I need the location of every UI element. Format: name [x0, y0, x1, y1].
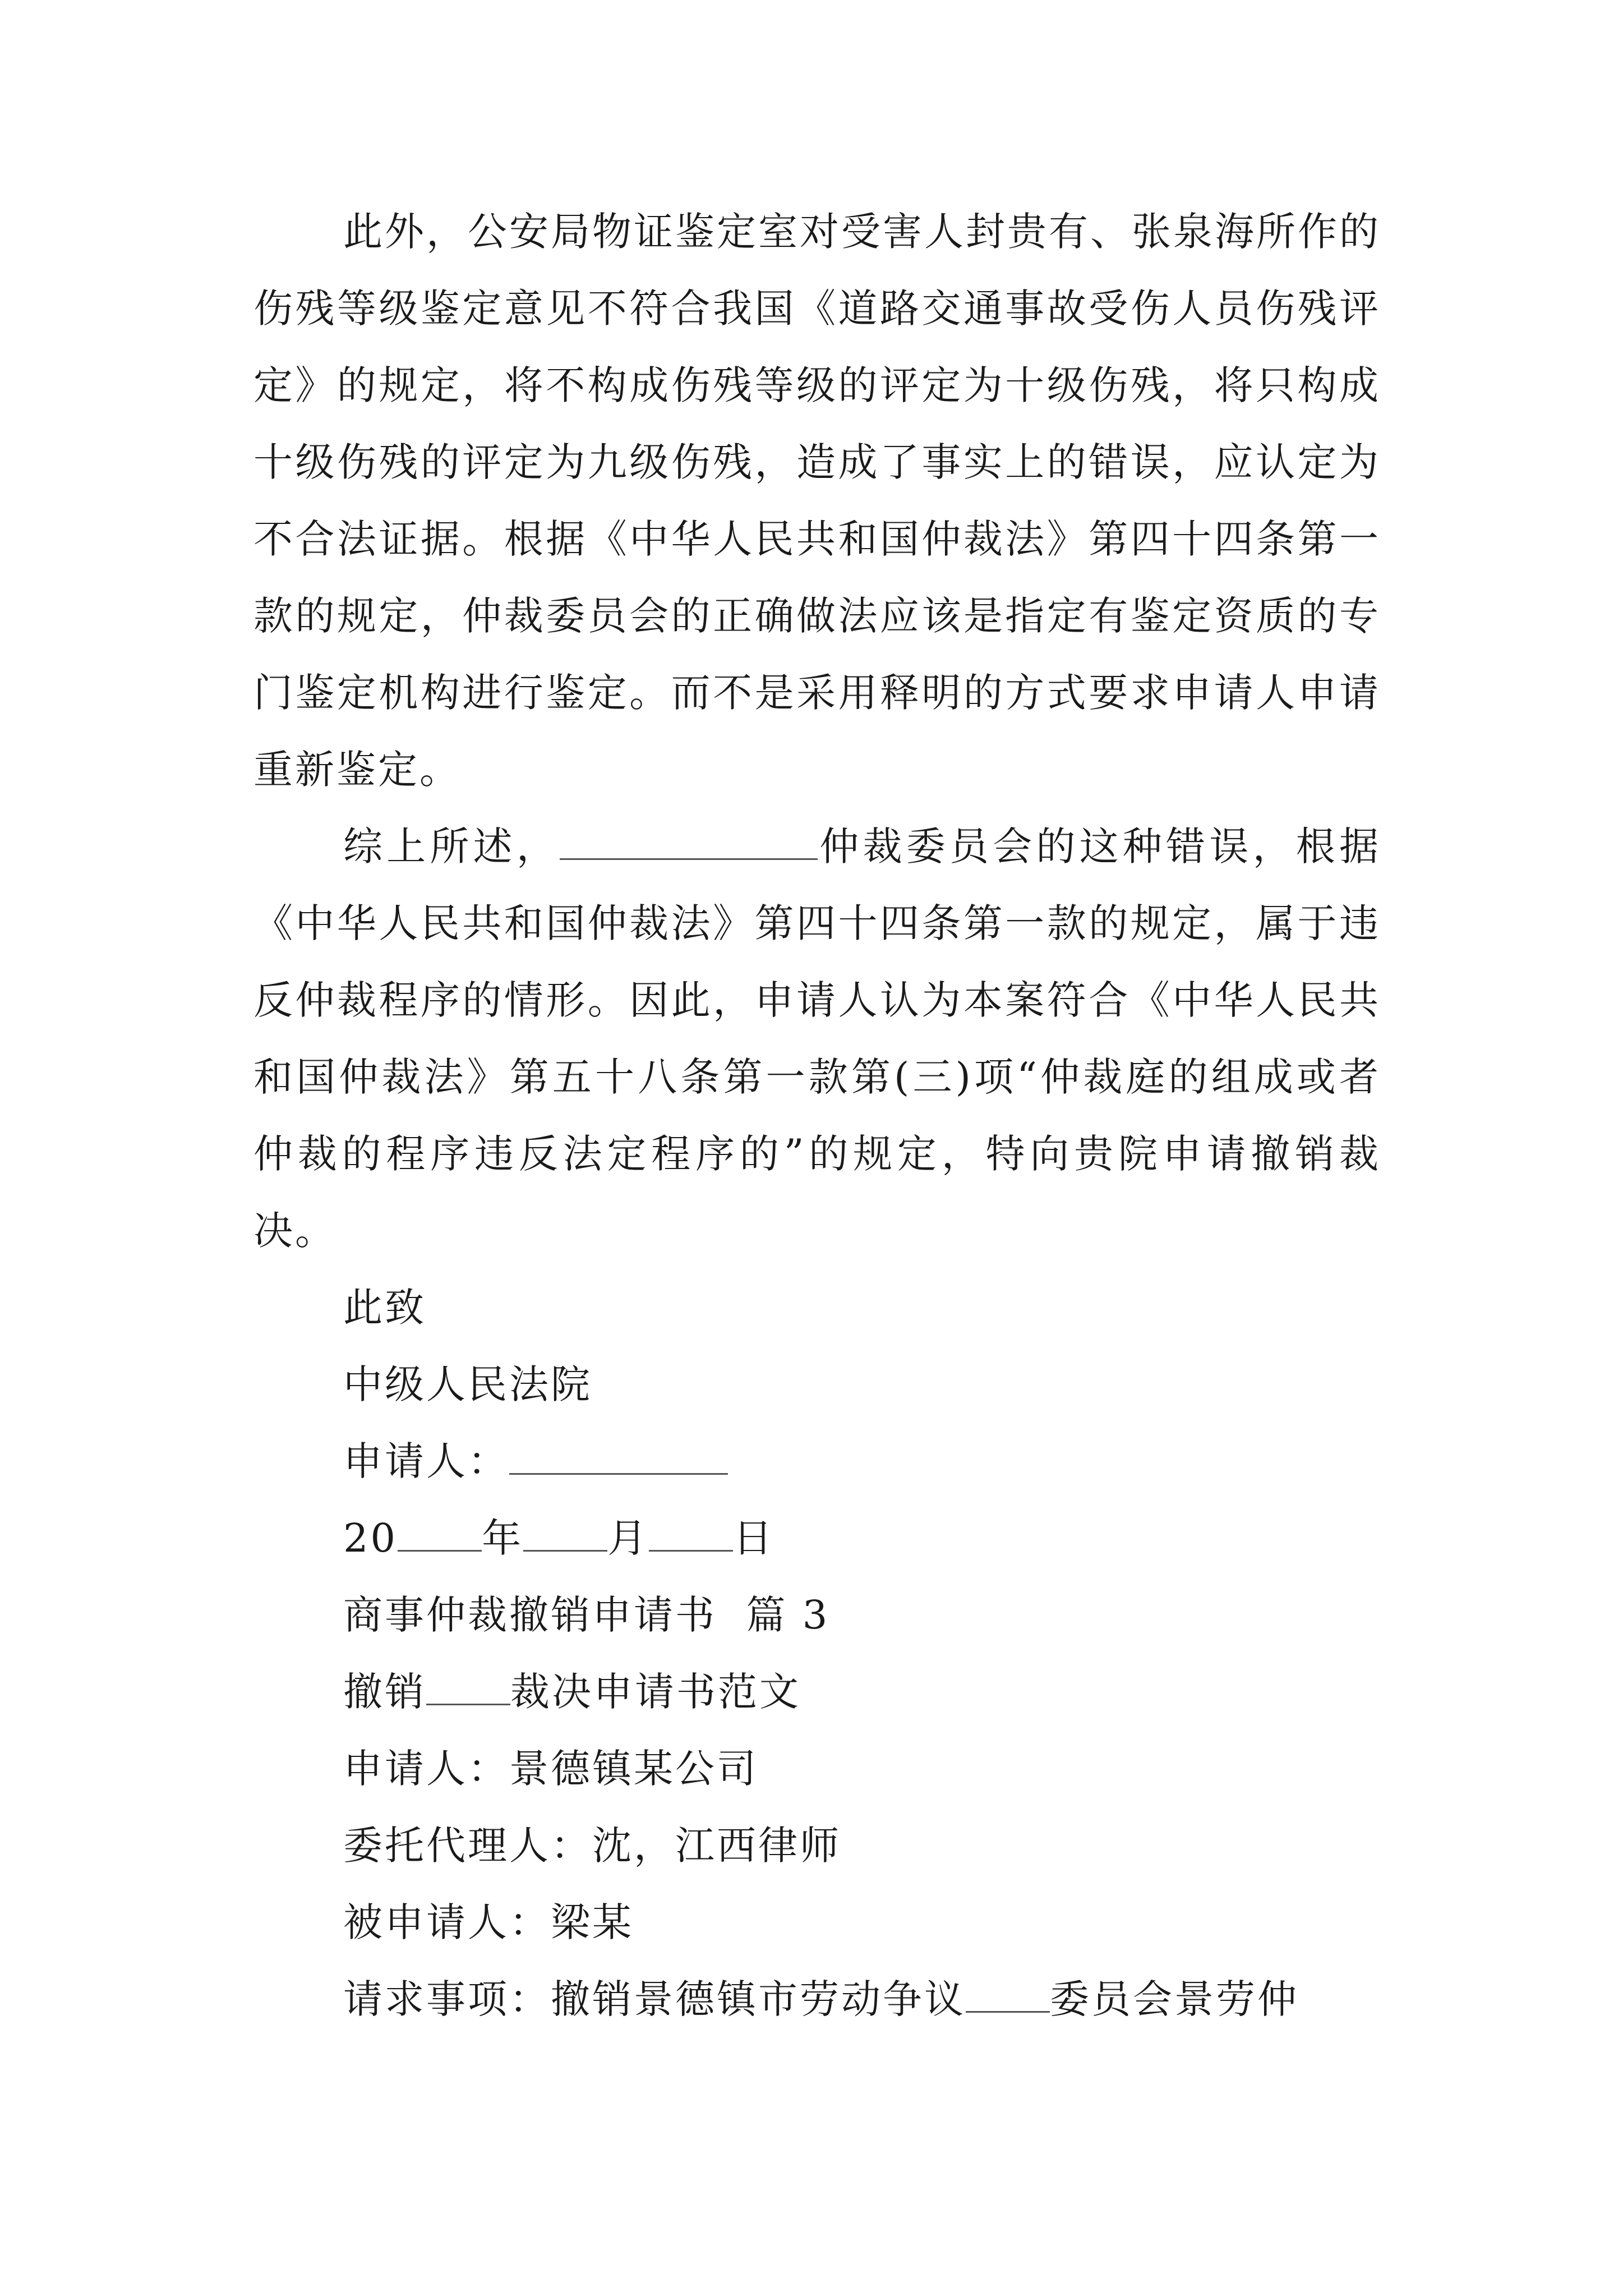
conclusion-body: 仲裁委员会的这种错误，根据《中华人民共和国仲裁法》第四十四条第一款的规定，属于违反仲裁程序的情形。因此，申请人认为本案符合《中华人民共和国仲裁法》第五十八条第一款第(三)项“仲裁庭的组成或者仲裁的程序违反法定程序的”的规定，特向贵院申请撤销裁决。 [253, 823, 1381, 1254]
conclusion-prefix: 综上所述， [343, 823, 560, 869]
date-year-prefix: 20 [343, 1515, 398, 1561]
applicant-label: 申请人： [343, 1438, 509, 1484]
respondent-line: 被申请人：梁某 [343, 1899, 634, 1945]
salutation: 此致 [343, 1285, 426, 1331]
applicant-line: 申请人：景德镇某公司 [343, 1746, 758, 1792]
blank-arbitration-commission [560, 827, 818, 860]
document-content [253, 194, 1381, 2038]
blank-subtitle [426, 1672, 510, 1705]
request-prefix: 请求事项：撤销景德镇市劳动争议 [343, 1976, 966, 2022]
blank-request [966, 1980, 1050, 2013]
agent-line: 委托代理人：沈，江西律师 [343, 1823, 841, 1869]
request-suffix: 委员会景劳仲 [1050, 1976, 1299, 2022]
applicant-signature-line [253, 1423, 1381, 1500]
paragraph-conclusion [253, 808, 1381, 1269]
date-day-label: 日 [733, 1515, 775, 1561]
blank-day [649, 1519, 733, 1552]
request-line [253, 1961, 1381, 2038]
date-month-label: 月 [607, 1515, 649, 1561]
court-name: 中级人民法院 [343, 1361, 592, 1407]
blank-year [398, 1519, 482, 1552]
blank-applicant-name [509, 1442, 728, 1475]
section-title: 商事仲裁撤销申请书 篇 3 [343, 1592, 830, 1638]
blank-month [523, 1519, 607, 1552]
paragraph-appraisal-error: 此外，公安局物证鉴定室对受害人封贵有、张泉海所作的伤残等级鉴定意见不符合我国《道路交通事故受伤人员伤残评定》的规定，将不构成伤残等级的评定为十级伤残，将只构成十级伤残的评定为九级伤残，造成了事实上的错误，应认定为不合法证据。根据《中华人民共和国仲裁法》第四十四条第一款的规定，仲裁委员会的正确做法应该是指定有鉴定资质的专门鉴定机构进行鉴定。而不是采用释明的方式要求申请人申请重新鉴定。 [253, 209, 1381, 793]
date-line [253, 1500, 1381, 1577]
section-subtitle [253, 1654, 1381, 1731]
subtitle-prefix: 撤销 [343, 1669, 426, 1715]
subtitle-suffix: 裁决申请书范文 [510, 1669, 801, 1715]
date-year-label: 年 [482, 1515, 524, 1561]
